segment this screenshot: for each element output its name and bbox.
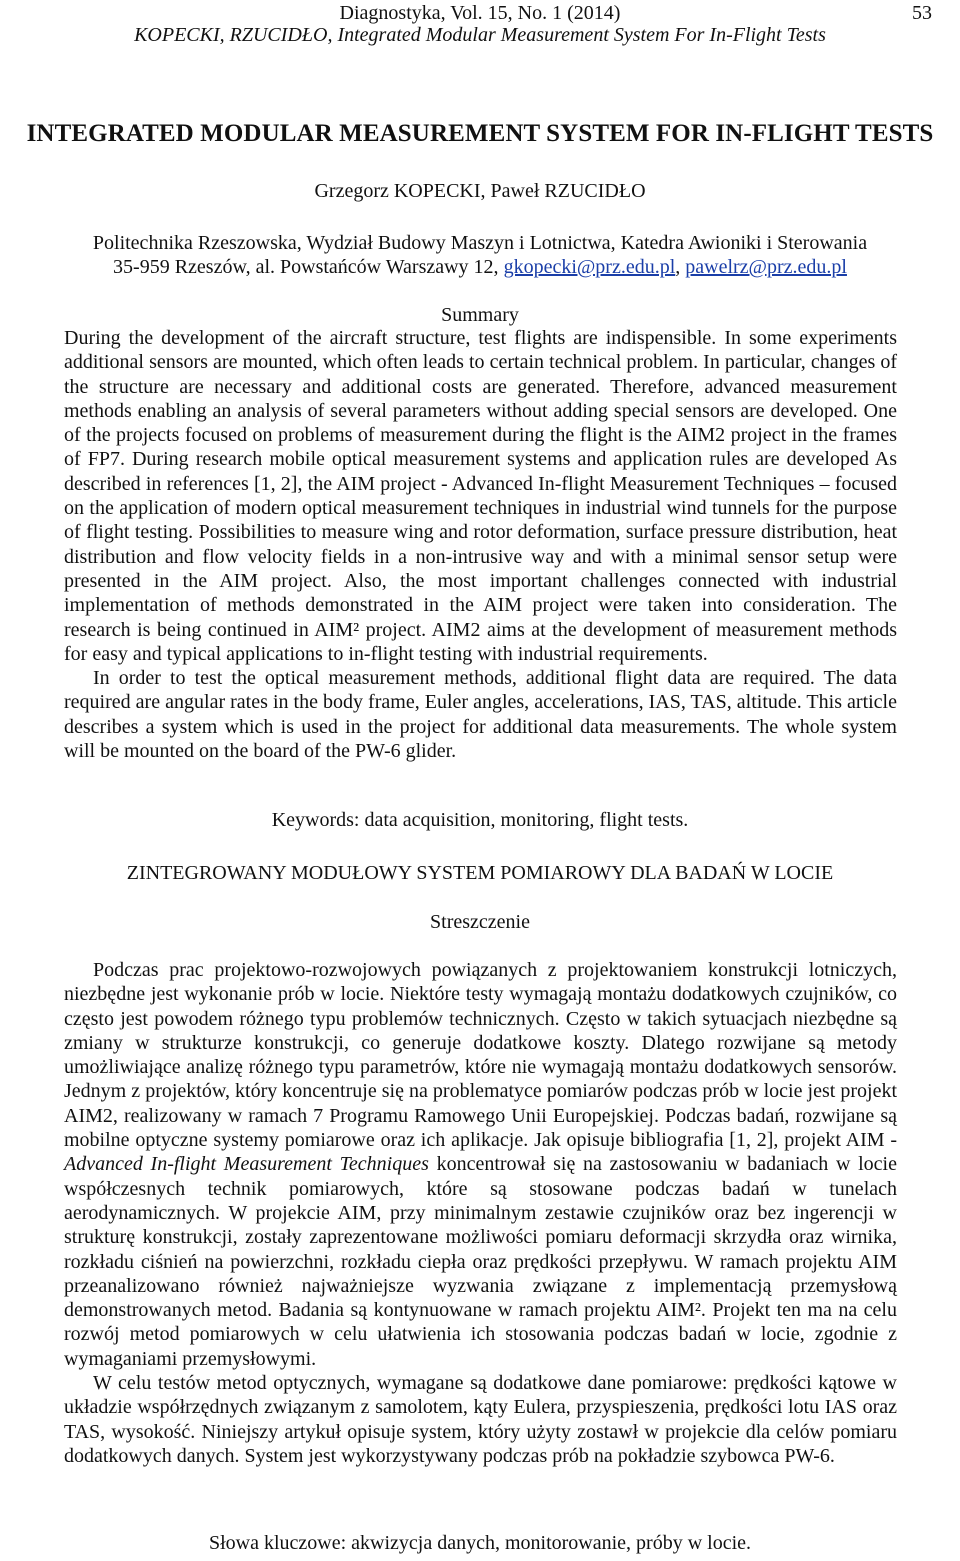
affiliation-line-1: Politechnika Rzeszowska, Wydział Budowy Maszyn i Lotnictwa, Katedra Awioniki i Sterowania: [92, 232, 868, 254]
summary-paragraph-2: In order to test the optical measurement methods, additional flight data are required. The data required are angular rates in the body frame, Euler angles, accelerations, IAS, TAS, altitude. This article describes a system which is used in the project for additional data measurements. The whole system will be mounted on the board of the PW-6 glider.: [64, 667, 897, 763]
keywords: Keywords: data acquisition, monitoring, flight tests.: [271, 809, 689, 831]
summary-body: [64, 326, 897, 763]
streszczenie-p1-italic: Advanced In-flight Measurement Techniques: [64, 1153, 429, 1176]
email-link-rzucidlo[interactable]: pawelrz@prz.edu.pl: [685, 256, 847, 278]
journal-header: Diagnostyka, Vol. 15, No. 1 (2014): [339, 2, 621, 24]
paper-title: INTEGRATED MODULAR MEASUREMENT SYSTEM FOR IN-FLIGHT TESTS: [26, 120, 934, 147]
streszczenie-p1-part1: Podczas prac projektowo-rozwojowych powiązanych z projektowaniem konstrukcji lotniczych, niezbędne jest wykonanie prób w locie. Niektóre testy wymagają montażu dodatkowych czujników, co często jest powodem różnego typu problemów technicznych. Często w takich sytuacjach niezbędne są zmiany w strukturze konstrukcji, co generuje dodatkowe koszty. Dlatego rozwijane są metody umożliwiające analizę różnego typu parametrów, które nie wymagają montażu dodatkowych sensorów. Jednym z projektów, który koncentruje się na problematyce pomiarów podczas prób w locie jest projekt AIM2, realizowany w ramach 7 Programu Ramowego Unii Europejskiej. Podczas badań, rozwijane są mobilne optyczne systemy pomiarowe oraz ich aplikacje. Jak opisuje bibliografia [1, 2], projekt AIM -: [64, 959, 897, 1152]
summary-heading: Summary: [441, 304, 519, 326]
summary-paragraph-1: During the development of the aircraft structure, test flights are indispensible. In some experiments additional sensors are mounted, which often leads to certain technical problem. In particular, changes of the structure are necessary and additional costs are generated. Therefore, advanced measurement methods enabling an analysis of several parameters without adding special sensors are developed. One of the projects focused on problems of measurement during the flight is the AIM2 project in the frames of FP7. During research mobile optical measurement systems and application rules are developed As described in references [1, 2], the AIM project - Advanced In-flight Measurement Techniques – focused on the application of modern optical measurement techniques in industrial wind tunnels for the purpose of flight testing. Possibilities to measure wing and rotor deformation, surface pressure distribution, heat distribution and flow velocity fields in a non-intrusive way and with a minimal sensor setup were presented in the AIM project. Also, the most important challenges connected with industrial implementation of methods demonstrated in the AIM project were taken into consideration. The research is being continued in AIM² project. AIM2 aims at the development of measurement methods for easy and typical applications to in-flight testing with industrial requirements.: [64, 327, 897, 665]
email-separator: ,: [675, 256, 686, 278]
affiliation-address: 35-959 Rzeszów, al. Powstańców Warszawy 12,: [113, 256, 504, 278]
streszczenie-p1-part2: koncentrował się na zastosowaniu w badaniach w locie współczesnych technik pomiarowych, które są stosowane podczas badań w tunelach aerodynamicznych. W projekcie AIM, przy minimalnym zestawie czujników oraz bez ingerencji w strukturę konstrukcji, zostały zaprezentowane możliwości pomiaru deformacji skrzydła oraz wirnika, rozkładu ciśnień na powierzchni, rozkładu ciepła oraz prędkości przepływu. W ramach projektu AIM przeanalizowano również najważniejsze wyzwania związane z implementacją przemysłową demonstrowanych metod. Badania są kontynuowane w ramach projektu AIM². Projekt ten ma na celu rozwój metod pomiarowych w celu ułatwienia ich stosowania podczas badań w locie, zgodnie z wymaganiami przemysłowymi.: [64, 1153, 897, 1370]
email-link-kopecki[interactable]: gkopecki@prz.edu.pl: [503, 256, 676, 278]
streszczenie-body: [64, 958, 897, 1468]
authors: Grzegorz KOPECKI, Paweł RZUCIDŁO: [314, 180, 646, 202]
running-title: KOPECKI, RZUCIDŁO, Integrated Modular Measurement System For In-Flight Tests: [134, 24, 826, 46]
streszczenie-heading: Streszczenie: [430, 911, 530, 933]
streszczenie-paragraph-2: W celu testów metod optycznych, wymagane są dodatkowe dane pomiarowe: prędkości kątowe w układzie współrzędnych związanym z samolotem, kąty Eulera, przyspieszenia, prędkości lotu IAS oraz TAS, wysokość. Niniejszy artykuł opisuje system, który użyty zostawł w projekcie dla celów pomiaru dodatkowych danych. System jest wykorzystywany podczas prób na pokładzie szybowca PW-6.: [64, 1372, 897, 1467]
slowa-kluczowe: Słowa kluczowe: akwizycja danych, monitorowanie, próby w locie.: [208, 1532, 752, 1554]
affiliation-line-2: [0, 255, 960, 279]
page-number: 53: [912, 2, 932, 24]
streszczenie-paragraph-1: [64, 958, 897, 1371]
polish-title: ZINTEGROWANY MODUŁOWY SYSTEM POMIAROWY DLA BADAŃ W LOCIE: [126, 862, 834, 884]
